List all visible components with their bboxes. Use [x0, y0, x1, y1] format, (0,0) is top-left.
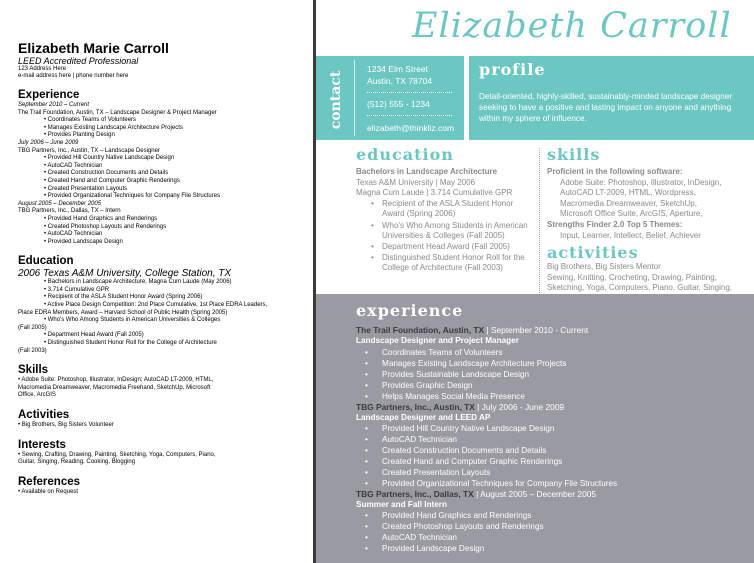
job-bullet: • Provided Organizational Techniques for Company File Structures	[382, 479, 617, 488]
software-line: AutoCAD LT-2009, HTML, Wordpress,	[560, 188, 696, 197]
education-heading: education	[356, 145, 454, 164]
job-dates: September 2010 – Current	[18, 102, 90, 108]
job-dates: August 2005 – December 2005	[18, 200, 102, 207]
edu-school: Texas A&M University | May 2006	[356, 178, 476, 187]
job-item: • AutoCAD Technician	[44, 231, 103, 238]
skills-software-heading: Proficient in the following software:	[547, 167, 683, 176]
edu-item: • Department Head Award (Fall 2005)	[44, 332, 144, 339]
job-bullet: • Created Photoshop Layouts and Renderings	[382, 522, 544, 531]
resume-name: Elizabeth Marie Carroll	[18, 40, 169, 56]
profile-heading: profile	[479, 60, 546, 79]
strengths-heading: Strengths Finder 2.0 Top 5 Themes:	[547, 220, 683, 229]
job-item: • Provided Landscape Design	[44, 238, 123, 245]
edu-degree: Bachelors in Landscape Architecture	[356, 167, 498, 176]
dotted-rule	[367, 115, 452, 116]
skills-line: Macromedia Dreamweaver, Macromedia Freehand, SketchUp, Microsoft	[18, 384, 211, 391]
job-bullet: • Provides Graphic Design	[382, 381, 473, 390]
profile-text: Detail-oriented, highly-skilled, sustainably-minded landscape designer seeking to have a positive and lasting impact on anyone and anything within my sphere of influence.	[479, 92, 733, 123]
job-item: • Provides Planting Design	[44, 132, 115, 139]
job-org: TBG Partners, Inc., Dallas, TX – Intern	[18, 208, 121, 215]
job-bullet: • Provided Landscape Design	[382, 544, 484, 553]
job-bullet: • AutoCAD Technician	[382, 435, 457, 444]
edu-item: • Bachelors in Landscape Architecture, Magna Cum Laude (May 2006)	[44, 279, 232, 286]
skills-line: • Adobe Suite: Photoshop, Illustrator, InDesign; AutoCAD LT-2009, HTML,	[18, 377, 214, 384]
job-bullet: • Helps Manages Social Media Presence	[382, 392, 525, 401]
edu-item: • Who's Who Among Students in American Universities & Colleges	[44, 317, 221, 324]
dotted-rule	[367, 92, 452, 93]
software-line: Macromedia Dreamweaver, SketchUp,	[560, 199, 697, 208]
software-line: Microsoft Office Suite, ArcGIS, Aperture,	[560, 209, 703, 218]
band-separator	[464, 56, 469, 140]
activities-heading: Activities	[18, 409, 70, 421]
references-heading: References	[18, 475, 81, 488]
interests-line: Guitar, Singing, Reading, Cooking, Blogging	[18, 459, 136, 466]
job-item: • Created Photoshop Layouts and Renderings	[44, 223, 167, 230]
job-role: Summer and Fall Intern	[356, 500, 447, 509]
activities-heading: activities	[547, 243, 639, 262]
job-org: TBG Partners, Inc., Austin, TX – Landscape Designer	[18, 147, 160, 154]
job-item: • Provided Hill Country Native Landscape Design	[44, 155, 175, 162]
resume-title: LEED Accredited Professional	[18, 56, 139, 66]
skills-line: Office, ArcGIS	[18, 392, 56, 399]
resume-contact: e-mail address here | phone number here	[18, 73, 129, 79]
job-item: • AutoCAD Technician	[44, 162, 103, 169]
job-bullet: • AutoCAD Technician	[382, 533, 457, 542]
job-bullet: • Provided Hand Graphics and Renderings	[382, 511, 531, 520]
job-bullet: • Manages Existing Landscape Architecture Projects	[382, 359, 566, 368]
references-line: • Available on Request	[18, 488, 79, 495]
job-bullet: • Created Construction Documents and Details	[382, 446, 546, 455]
job-item: • Provided Organizational Techniques for Company File Structures	[44, 193, 221, 200]
job-item: • Created Construction Documents and Details	[44, 170, 169, 177]
strengths-line: Input, Learner, Intellect, Belief, Achiever	[560, 231, 701, 240]
experience-tab-wedge	[476, 294, 494, 322]
education-list	[18, 279, 313, 355]
activities-line: • Big Brothers, Big Sisters Volunteer	[18, 422, 114, 428]
job-dates: July 2006 – June 2009	[18, 139, 79, 146]
contact-address-2: Austin, TX 78704	[367, 76, 433, 86]
experience-heading: Experience	[18, 89, 80, 101]
activities-line: Sewing, Knitting, Crocheting, Drawing, Painting,	[547, 273, 717, 282]
edu-item: (Fall 2005)	[18, 324, 47, 331]
interests-line: • Sewing, Crafting, Drawing, Painting, Sketching, Yoga, Computers, Piano,	[18, 451, 216, 458]
job-item: • Created Presentation Layouts	[44, 185, 128, 192]
contact-label: contact	[328, 70, 344, 130]
experience-list	[18, 102, 313, 246]
edu-bullet: • Department Head Award (Fall 2005)	[382, 242, 510, 252]
school-line: 2006 Texas A&M University, College Station, TX	[18, 268, 232, 280]
job-item: • Created Hand and Computer Graphic Renderings	[44, 177, 180, 184]
contact-email: elizabeth@thinkliz.com	[367, 123, 455, 133]
job-role: Landscape Designer and Project Manager	[356, 336, 519, 345]
job-bullet: • Created Hand and Computer Graphic Renderings	[382, 457, 562, 466]
job-item: • Coordinates Teams of Volunteers	[44, 117, 137, 124]
script-name: Elizabeth Carroll	[412, 6, 732, 46]
edu-item: • Recipient of the ASLA Student Honor Award (Spring 2006)	[44, 294, 203, 301]
job-bullet: • Provides Sustainable Landscape Design	[382, 370, 529, 379]
job-item: • Provided Hand Graphics and Renderings	[44, 215, 158, 222]
contact-divider	[354, 60, 355, 136]
software-line: Adobe Suite: Photoshop, Illustrator, InDesign,	[560, 178, 722, 187]
edu-item: • Distinguished Student Honor Roll for the College of Architecture	[44, 340, 217, 347]
activities-line: Big Brothers, Big Sisters Mentor	[547, 262, 661, 271]
job-bullet: • Created Presentation Layouts	[382, 468, 490, 477]
job-org: The Trail Foundation, Austin, TX – Landscape Designer & Project Manager	[18, 109, 217, 116]
job-bullet: • Coordinates Teams of Volunteers	[382, 348, 502, 357]
contact-address-1: 1234 Elm Street	[367, 64, 428, 74]
job-bullet: • Provided Hill Country Native Landscape Design	[382, 424, 554, 433]
interests-heading: Interests	[18, 438, 66, 451]
job-role: Landscape Designer and LEED AP	[356, 413, 491, 422]
job-header: TBG Partners, Inc., Dallas, TX | August 2005 – December 2005	[356, 489, 597, 499]
experience-heading: experience	[356, 301, 464, 320]
plain-resume	[0, 0, 313, 563]
edu-bullet: • Who's Who Among Students in American Universities & Colleges (Fall 2005)	[382, 221, 528, 241]
edu-gpr: Magna Cum Laude | 3.714 Cumulative GPR	[356, 188, 513, 197]
designed-resume	[316, 0, 754, 563]
job-header: The Trail Foundation, Austin, TX | September 2010 - Current	[356, 325, 589, 335]
skills-heading: Skills	[18, 364, 49, 377]
contact-phone: (512) 555 - 1234	[367, 99, 430, 109]
edu-item: • Active Place Design Competition: 2nd Place Cumulative, 1st Place EDRA Leaders,	[44, 302, 268, 309]
edu-item: (Fall 2003)	[18, 347, 47, 354]
edu-item: Place EDRA Members, Award – Harvard School of Public Health (Spring 2005)	[18, 309, 228, 316]
job-item: • Manages Existing Landscape Architecture Projects	[44, 124, 183, 131]
activities-line: Sketching, Yoga, Computers, Piano, Guitar, Singing,	[547, 283, 733, 292]
resume-address: 123 Address Here	[18, 66, 67, 72]
skills-heading: skills	[547, 145, 601, 164]
edu-bullet: • Recipient of the ASLA Student Honor Award (Spring 2006)	[382, 199, 513, 219]
edu-item: • 3.714 Cumulative GPR	[44, 286, 110, 293]
job-header: TBG Partners, Inc., Austin, TX | July 2006 - June 2009	[356, 402, 565, 412]
edu-bullet: • Distinguished Student Honor Roll for the College of Architecture (Fall 2003)	[382, 253, 525, 273]
education-heading: Education	[18, 255, 74, 268]
column-divider	[539, 148, 540, 293]
